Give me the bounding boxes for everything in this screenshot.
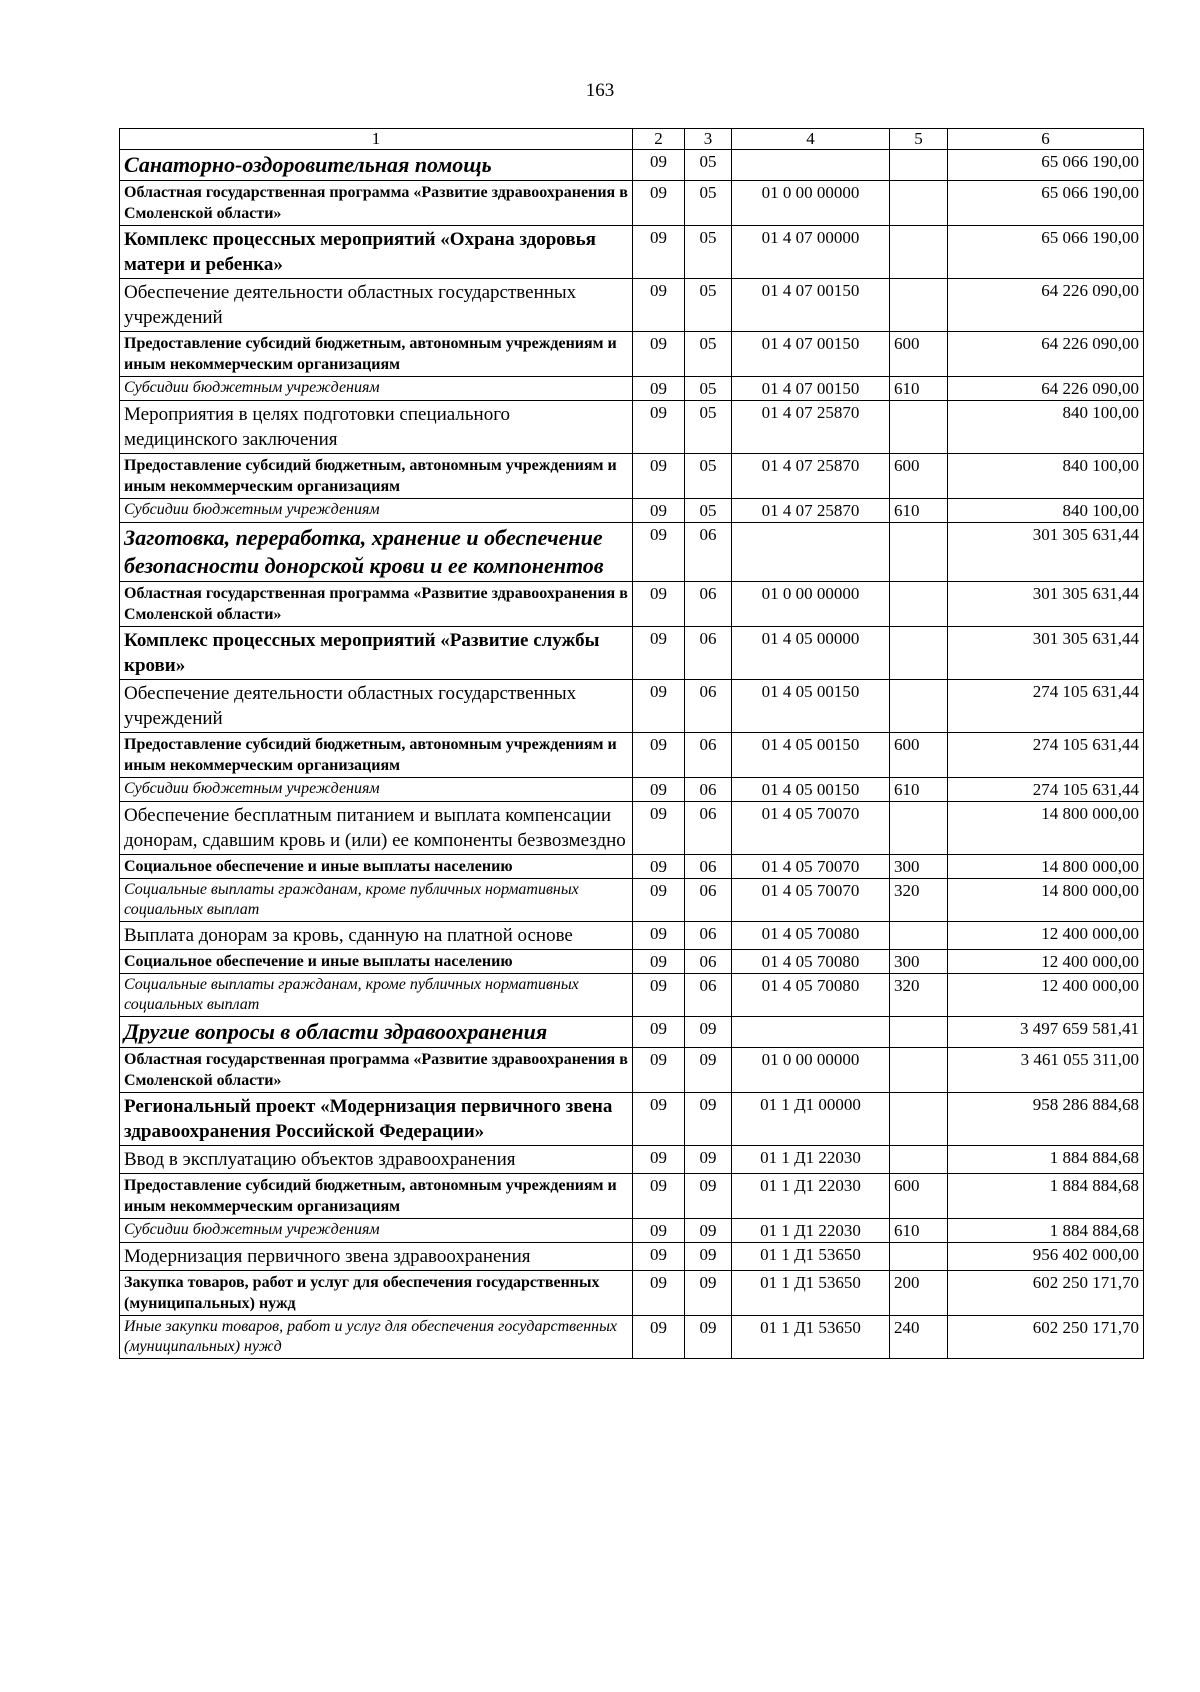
row-amount: 274 105 631,44 (948, 733, 1144, 778)
row-expense-type: 300 (890, 855, 948, 879)
row-name: Областная государственная программа «Развитие здравоохранения в Смоленской области» (120, 181, 633, 226)
row-section-code: 09 (633, 332, 685, 377)
row-name: Субсидии бюджетным учреждениям (120, 778, 633, 802)
row-amount: 301 305 631,44 (948, 582, 1144, 627)
row-subsection-code: 06 (685, 582, 732, 627)
row-target-article: 01 1 Д1 22030 (732, 1219, 890, 1243)
table-row (120, 1048, 1144, 1093)
row-name: Мероприятия в целях подготовки специального медицинского заключения (120, 401, 633, 454)
row-amount: 12 400 000,00 (948, 922, 1144, 950)
table-row (120, 1017, 1144, 1048)
table-row (120, 499, 1144, 523)
row-name: Ввод в эксплуатацию объектов здравоохранения (120, 1146, 633, 1174)
row-section-code: 09 (633, 1093, 685, 1146)
row-subsection-code: 06 (685, 627, 732, 680)
row-amount: 1 884 884,68 (948, 1174, 1144, 1219)
row-section-code: 09 (633, 1316, 685, 1359)
row-amount: 301 305 631,44 (948, 523, 1144, 582)
row-subsection-code: 09 (685, 1017, 732, 1048)
row-subsection-code: 06 (685, 733, 732, 778)
row-expense-type: 320 (890, 974, 948, 1017)
row-section-code: 09 (633, 778, 685, 802)
row-expense-type (890, 226, 948, 279)
row-section-code: 09 (633, 377, 685, 401)
row-amount: 12 400 000,00 (948, 974, 1144, 1017)
row-section-code: 09 (633, 582, 685, 627)
row-section-code: 09 (633, 499, 685, 523)
row-section-code: 09 (633, 181, 685, 226)
row-target-article: 01 1 Д1 53650 (732, 1271, 890, 1316)
row-section-code: 09 (633, 922, 685, 950)
row-target-article: 01 4 05 70070 (732, 879, 890, 922)
row-subsection-code: 09 (685, 1219, 732, 1243)
row-amount: 64 226 090,00 (948, 279, 1144, 332)
row-subsection-code: 06 (685, 802, 732, 855)
header-cell: 3 (685, 129, 732, 150)
row-target-article: 01 4 05 00150 (732, 680, 890, 733)
table-row (120, 377, 1144, 401)
row-name: Субсидии бюджетным учреждениям (120, 377, 633, 401)
table-row (120, 855, 1144, 879)
table-row (120, 150, 1144, 181)
row-subsection-code: 06 (685, 974, 732, 1017)
row-expense-type: 600 (890, 332, 948, 377)
row-subsection-code: 06 (685, 855, 732, 879)
row-name: Санаторно-оздоровительная помощь (120, 150, 633, 181)
row-section-code: 09 (633, 879, 685, 922)
table-row (120, 879, 1144, 922)
table-row (120, 680, 1144, 733)
row-section-code: 09 (633, 802, 685, 855)
row-amount: 840 100,00 (948, 401, 1144, 454)
row-expense-type (890, 523, 948, 582)
row-target-article: 01 4 05 00150 (732, 778, 890, 802)
row-expense-type (890, 150, 948, 181)
row-name: Субсидии бюджетным учреждениям (120, 499, 633, 523)
row-amount: 1 884 884,68 (948, 1219, 1144, 1243)
row-section-code: 09 (633, 974, 685, 1017)
row-expense-type (890, 627, 948, 680)
row-section-code: 09 (633, 1271, 685, 1316)
row-amount: 64 226 090,00 (948, 377, 1144, 401)
table-row (120, 523, 1144, 582)
row-target-article: 01 4 07 00000 (732, 226, 890, 279)
row-subsection-code: 06 (685, 778, 732, 802)
row-expense-type: 240 (890, 1316, 948, 1359)
row-subsection-code: 05 (685, 499, 732, 523)
row-section-code: 09 (633, 680, 685, 733)
row-amount: 602 250 171,70 (948, 1316, 1144, 1359)
row-subsection-code: 05 (685, 401, 732, 454)
row-name: Модернизация первичного звена здравоохранения (120, 1243, 633, 1271)
row-subsection-code: 09 (685, 1146, 732, 1174)
row-amount: 840 100,00 (948, 499, 1144, 523)
row-expense-type (890, 279, 948, 332)
table-row (120, 1271, 1144, 1316)
header-cell: 1 (120, 129, 633, 150)
row-section-code: 09 (633, 150, 685, 181)
row-subsection-code: 09 (685, 1174, 732, 1219)
row-amount: 14 800 000,00 (948, 855, 1144, 879)
table-row (120, 950, 1144, 974)
table-row (120, 1316, 1144, 1359)
row-target-article: 01 4 05 70080 (732, 922, 890, 950)
row-expense-type (890, 1048, 948, 1093)
table-row (120, 454, 1144, 499)
row-name: Обеспечение бесплатным питанием и выплата компенсации донорам, сдавшим кровь и (или) ее компоненты безвозмездно (120, 802, 633, 855)
row-subsection-code: 05 (685, 181, 732, 226)
row-expense-type (890, 802, 948, 855)
row-target-article: 01 4 07 25870 (732, 454, 890, 499)
header-cell: 5 (890, 129, 948, 150)
header-cell: 4 (732, 129, 890, 150)
row-amount: 301 305 631,44 (948, 627, 1144, 680)
row-subsection-code: 06 (685, 950, 732, 974)
row-amount: 12 400 000,00 (948, 950, 1144, 974)
row-subsection-code: 05 (685, 150, 732, 181)
row-target-article: 01 4 05 00000 (732, 627, 890, 680)
table-row (120, 1093, 1144, 1146)
row-section-code: 09 (633, 401, 685, 454)
row-expense-type: 200 (890, 1271, 948, 1316)
row-subsection-code: 05 (685, 226, 732, 279)
row-section-code: 09 (633, 226, 685, 279)
row-target-article: 01 1 Д1 22030 (732, 1174, 890, 1219)
table-row (120, 627, 1144, 680)
row-subsection-code: 09 (685, 1316, 732, 1359)
row-name: Социальные выплаты гражданам, кроме публичных нормативных социальных выплат (120, 974, 633, 1017)
row-subsection-code: 09 (685, 1271, 732, 1316)
row-subsection-code: 09 (685, 1048, 732, 1093)
row-subsection-code: 09 (685, 1093, 732, 1146)
table-row (120, 226, 1144, 279)
row-expense-type: 610 (890, 778, 948, 802)
row-name: Социальное обеспечение и иные выплаты населению (120, 950, 633, 974)
table-row (120, 181, 1144, 226)
row-target-article: 01 4 07 00150 (732, 332, 890, 377)
table-row (120, 1219, 1144, 1243)
row-amount: 3 461 055 311,00 (948, 1048, 1144, 1093)
row-expense-type: 610 (890, 377, 948, 401)
row-target-article: 01 1 Д1 53650 (732, 1316, 890, 1359)
row-name: Региональный проект «Модернизация первичного звена здравоохранения Российской Федерации» (120, 1093, 633, 1146)
table-header-row (120, 129, 1144, 150)
row-name: Иные закупки товаров, работ и услуг для обеспечения государственных (муниципальных) нужд (120, 1316, 633, 1359)
row-name: Предоставление субсидий бюджетным, автономным учреждениям и иным некоммерческим организациям (120, 332, 633, 377)
table-row (120, 401, 1144, 454)
table-row (120, 974, 1144, 1017)
table-row (120, 1174, 1144, 1219)
row-section-code: 09 (633, 1146, 685, 1174)
row-expense-type: 320 (890, 879, 948, 922)
row-section-code: 09 (633, 950, 685, 974)
row-name: Обеспечение деятельности областных государственных учреждений (120, 279, 633, 332)
row-target-article: 01 4 05 70080 (732, 950, 890, 974)
row-target-article: 01 0 00 00000 (732, 1048, 890, 1093)
row-expense-type (890, 1243, 948, 1271)
table-row (120, 922, 1144, 950)
row-subsection-code: 05 (685, 454, 732, 499)
table-row (120, 279, 1144, 332)
row-name: Социальные выплаты гражданам, кроме публичных нормативных социальных выплат (120, 879, 633, 922)
row-target-article: 01 4 05 00150 (732, 733, 890, 778)
table-row (120, 582, 1144, 627)
row-subsection-code: 05 (685, 279, 732, 332)
row-name: Закупка товаров, работ и услуг для обеспечения государственных (муниципальных) нужд (120, 1271, 633, 1316)
header-cell: 2 (633, 129, 685, 150)
row-expense-type (890, 922, 948, 950)
row-expense-type (890, 1093, 948, 1146)
row-target-article: 01 1 Д1 00000 (732, 1093, 890, 1146)
row-section-code: 09 (633, 855, 685, 879)
row-name: Предоставление субсидий бюджетным, автономным учреждениям и иным некоммерческим организациям (120, 454, 633, 499)
row-target-article: 01 4 05 70080 (732, 974, 890, 1017)
row-section-code: 09 (633, 627, 685, 680)
row-amount: 956 402 000,00 (948, 1243, 1144, 1271)
row-name: Субсидии бюджетным учреждениям (120, 1219, 633, 1243)
row-name: Заготовка, переработка, хранение и обеспечение безопасности донорской крови и ее компонентов (120, 523, 633, 582)
row-amount: 274 105 631,44 (948, 778, 1144, 802)
row-amount: 3 497 659 581,41 (948, 1017, 1144, 1048)
row-subsection-code: 05 (685, 377, 732, 401)
row-expense-type: 600 (890, 1174, 948, 1219)
table-row (120, 1243, 1144, 1271)
row-target-article: 01 4 05 70070 (732, 855, 890, 879)
row-target-article: 01 4 07 25870 (732, 401, 890, 454)
row-expense-type (890, 401, 948, 454)
row-expense-type (890, 582, 948, 627)
table-row (120, 1146, 1144, 1174)
row-target-article: 01 1 Д1 53650 (732, 1243, 890, 1271)
row-section-code: 09 (633, 1219, 685, 1243)
row-section-code: 09 (633, 1017, 685, 1048)
row-section-code: 09 (633, 733, 685, 778)
row-expense-type: 600 (890, 733, 948, 778)
row-target-article (732, 1017, 890, 1048)
row-name: Предоставление субсидий бюджетным, автономным учреждениям и иным некоммерческим организациям (120, 733, 633, 778)
budget-table (119, 128, 1144, 1359)
row-expense-type: 600 (890, 454, 948, 499)
row-target-article: 01 0 00 00000 (732, 582, 890, 627)
row-name: Социальное обеспечение и иные выплаты населению (120, 855, 633, 879)
table-row (120, 733, 1144, 778)
row-subsection-code: 06 (685, 922, 732, 950)
row-expense-type (890, 1146, 948, 1174)
row-section-code: 09 (633, 454, 685, 499)
row-amount: 958 286 884,68 (948, 1093, 1144, 1146)
row-amount: 274 105 631,44 (948, 680, 1144, 733)
row-target-article: 01 4 05 70070 (732, 802, 890, 855)
row-expense-type: 610 (890, 499, 948, 523)
header-cell: 6 (948, 129, 1144, 150)
row-subsection-code: 06 (685, 523, 732, 582)
row-amount: 14 800 000,00 (948, 802, 1144, 855)
table-row (120, 778, 1144, 802)
row-name: Областная государственная программа «Развитие здравоохранения в Смоленской области» (120, 1048, 633, 1093)
row-expense-type (890, 680, 948, 733)
row-target-article: 01 4 07 00150 (732, 377, 890, 401)
row-amount: 65 066 190,00 (948, 226, 1144, 279)
row-name: Комплекс процессных мероприятий «Развитие службы крови» (120, 627, 633, 680)
row-name: Выплата донорам за кровь, сданную на платной основе (120, 922, 633, 950)
row-expense-type: 610 (890, 1219, 948, 1243)
row-target-article: 01 0 00 00000 (732, 181, 890, 226)
table-row (120, 332, 1144, 377)
row-amount: 840 100,00 (948, 454, 1144, 499)
row-section-code: 09 (633, 1048, 685, 1093)
row-amount: 14 800 000,00 (948, 879, 1144, 922)
row-section-code: 09 (633, 279, 685, 332)
row-target-article (732, 523, 890, 582)
row-name: Другие вопросы в области здравоохранения (120, 1017, 633, 1048)
page-number: 163 (585, 80, 615, 101)
row-target-article: 01 4 07 00150 (732, 279, 890, 332)
row-subsection-code: 06 (685, 879, 732, 922)
row-amount: 64 226 090,00 (948, 332, 1144, 377)
row-name: Обеспечение деятельности областных государственных учреждений (120, 680, 633, 733)
row-name: Областная государственная программа «Развитие здравоохранения в Смоленской области» (120, 582, 633, 627)
row-target-article (732, 150, 890, 181)
row-section-code: 09 (633, 1243, 685, 1271)
row-expense-type (890, 181, 948, 226)
row-target-article: 01 4 07 25870 (732, 499, 890, 523)
row-amount: 65 066 190,00 (948, 150, 1144, 181)
row-name: Предоставление субсидий бюджетным, автономным учреждениям и иным некоммерческим организациям (120, 1174, 633, 1219)
row-expense-type (890, 1017, 948, 1048)
row-amount: 65 066 190,00 (948, 181, 1144, 226)
row-subsection-code: 06 (685, 680, 732, 733)
row-amount: 602 250 171,70 (948, 1271, 1144, 1316)
row-section-code: 09 (633, 1174, 685, 1219)
row-target-article: 01 1 Д1 22030 (732, 1146, 890, 1174)
row-subsection-code: 05 (685, 332, 732, 377)
table-row (120, 802, 1144, 855)
row-subsection-code: 09 (685, 1243, 732, 1271)
row-section-code: 09 (633, 523, 685, 582)
row-name: Комплекс процессных мероприятий «Охрана здоровья матери и ребенка» (120, 226, 633, 279)
row-amount: 1 884 884,68 (948, 1146, 1144, 1174)
row-expense-type: 300 (890, 950, 948, 974)
